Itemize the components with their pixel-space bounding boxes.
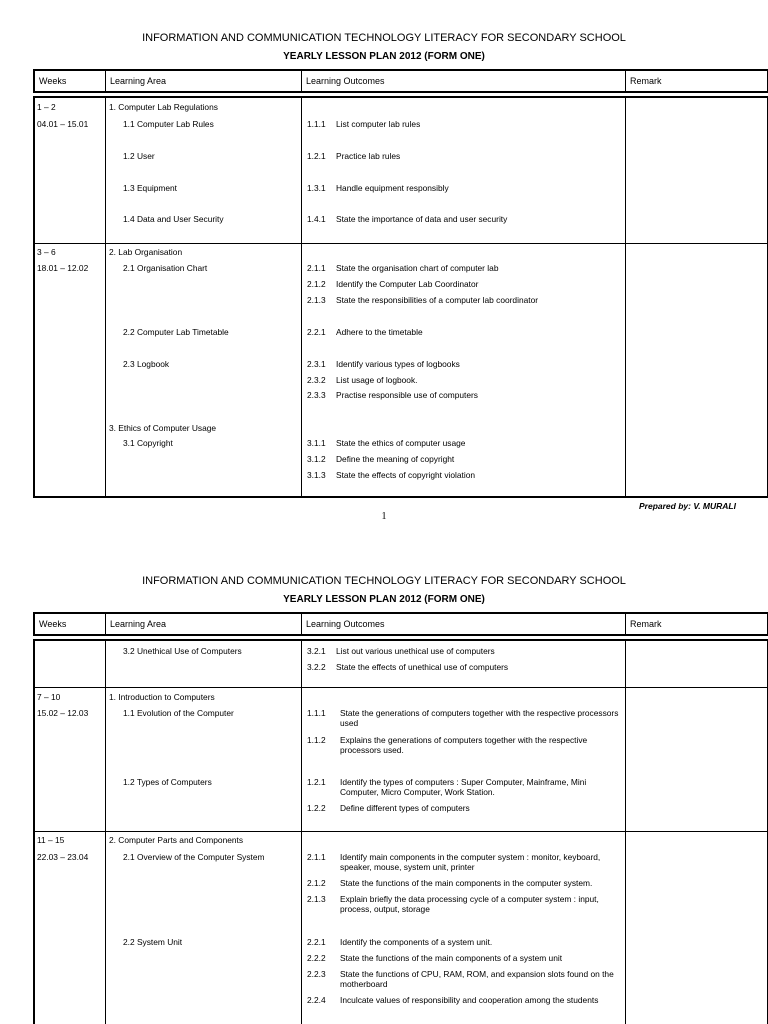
learning-area-heading: 1. Computer Lab Regulations [109,102,218,112]
document-title: INFORMATION AND COMMUNICATION TECHNOLOGY LITERACY FOR SECONDARY SCHOOL [142,32,626,44]
header-learning-area: Learning Area [110,76,167,86]
outcome-text: State the responsibilities of a computer lab coordinator [336,295,539,305]
outcome-number: 1.1.1 [307,708,326,718]
learning-area-item: 2.1 Organisation Chart [123,263,208,273]
outcome-number: 3.1.3 [307,470,326,480]
outcome-text: State the functions of CPU, RAM, ROM, and expansion slots found on the motherboard [340,969,614,989]
outcome-number: 1.3.1 [307,183,326,193]
learning-area-item: 2.2 Computer Lab Timetable [123,327,229,337]
outcome-text: Explains the generations of computers together with the respective processors used. [340,735,588,755]
outcome-number: 2.1.2 [307,878,326,888]
outcome-text: State the effects of unethical use of computers [336,662,509,672]
document-subtitle: YEARLY LESSON PLAN 2012 (FORM ONE) [283,594,485,605]
outcome-text: List usage of logbook. [336,375,418,385]
outcome-number: 1.2.1 [307,151,326,161]
weeks-cell: 3 – 6 [37,247,56,257]
outcome-text: Identify the components of a system unit. [340,937,493,947]
dates-cell: 04.01 – 15.01 [37,119,89,129]
document-subtitle: YEARLY LESSON PLAN 2012 (FORM ONE) [283,51,485,62]
outcome-text: Define different types of computers [340,803,470,813]
outcome-number: 1.2.1 [307,777,326,787]
learning-area-heading: 2. Computer Parts and Components [109,835,244,845]
learning-area-item: 1.2 User [123,151,155,161]
outcome-number: 3.1.1 [307,438,326,448]
learning-area-item: 2.2 System Unit [123,937,183,947]
learning-area-heading: 3. Ethics of Computer Usage [109,423,217,433]
outcome-text: Define the meaning of copyright [336,454,455,464]
outcome-number: 2.1.3 [307,894,326,904]
outcome-number: 3.2.2 [307,662,326,672]
outcome-text: State the ethics of computer usage [336,438,466,448]
outcome-number: 2.1.1 [307,852,326,862]
header-remark: Remark [630,619,662,629]
outcome-number: 1.2.2 [307,803,326,813]
outcome-text: State the generations of computers together with the respective processors used [340,708,619,728]
outcome-number: 2.2.4 [307,995,326,1005]
learning-area-item: 2.1 Overview of the Computer System [123,852,265,862]
outcome-number: 1.1.2 [307,735,326,745]
outcome-text: State the functions of the main components of a system unit [340,953,563,963]
outcome-text: State the organisation chart of computer lab [336,263,499,273]
lesson-table-page-2 [33,639,768,1024]
learning-area-heading: 1. Introduction to Computers [109,692,215,702]
outcome-text: Identify the types of computers : Super Computer, Mainframe, Mini Computer, Micro Computer, Work Station. [340,777,587,797]
outcome-text: Identify various types of logbooks [336,359,460,369]
header-learning-outcomes: Learning Outcomes [306,76,385,86]
table-header [33,612,768,636]
outcome-text: State the effects of copyright violation [336,470,476,480]
lesson-table-page-1 [33,96,768,498]
header-weeks: Weeks [39,619,67,629]
header-learning-outcomes: Learning Outcomes [306,619,385,629]
header-remark: Remark [630,76,662,86]
outcome-text: List computer lab rules [336,119,421,129]
learning-area-item: 1.3 Equipment [123,183,178,193]
outcome-number: 2.2.2 [307,953,326,963]
outcome-number: 1.1.1 [307,119,326,129]
dates-cell: 22.03 – 23.04 [37,852,89,862]
learning-area-item: 3.1 Copyright [123,438,173,448]
learning-area-item: 1.1 Computer Lab Rules [123,119,214,129]
dates-cell: 15.02 – 12.03 [37,708,89,718]
outcome-number: 2.3.2 [307,375,326,385]
weeks-cell: 1 – 2 [37,102,56,112]
outcome-number: 2.2.1 [307,937,326,947]
outcome-text: Inculcate values of responsibility and cooperation among the students [340,995,599,1005]
learning-area-item: 2.3 Logbook [123,359,170,369]
outcome-number: 2.2.1 [307,327,326,337]
header-weeks: Weeks [39,76,67,86]
page-number: 1 [381,511,387,522]
outcome-text: Identify main components in the computer system : monitor, keyboard, speaker, mouse, system unit, printer [340,852,601,872]
outcome-text: Adhere to the timetable [336,327,423,337]
learning-area-heading: 2. Lab Organisation [109,247,183,257]
outcome-number: 2.3.1 [307,359,326,369]
weeks-cell: 11 – 15 [37,835,65,845]
document-title: INFORMATION AND COMMUNICATION TECHNOLOGY LITERACY FOR SECONDARY SCHOOL [142,575,626,587]
outcome-number: 2.2.3 [307,969,326,979]
table-header [33,69,768,93]
outcome-text: State the functions of the main components in the computer system. [340,878,593,888]
outcome-number: 2.3.3 [307,390,326,400]
header-learning-area: Learning Area [110,619,167,629]
weeks-cell: 7 – 10 [37,692,61,702]
outcome-text: Practise responsible use of computers [336,390,478,400]
outcome-text: Identify the Computer Lab Coordinator [336,279,479,289]
dates-cell: 18.01 – 12.02 [37,263,89,273]
outcome-number: 1.4.1 [307,214,326,224]
outcome-number: 2.1.3 [307,295,326,305]
outcome-number: 2.1.2 [307,279,326,289]
learning-area-item: 3.2 Unethical Use of Computers [123,646,242,656]
learning-area-item: 1.4 Data and User Security [123,214,224,224]
outcome-text: Practice lab rules [336,151,401,161]
outcome-text: Handle equipment responsibly [336,183,449,193]
outcome-text: State the importance of data and user security [336,214,508,224]
outcome-number: 3.2.1 [307,646,326,656]
outcome-text: List out various unethical use of computers [336,646,495,656]
outcome-number: 3.1.2 [307,454,326,464]
outcome-text: Explain briefly the data processing cycle of a computer system : input, process, output, storage [340,894,599,914]
outcome-number: 2.1.1 [307,263,326,273]
prepared-by: Prepared by: V. MURALI [639,501,736,511]
learning-area-item: 1.1 Evolution of the Computer [123,708,234,718]
learning-area-item: 1.2 Types of Computers [123,777,212,787]
